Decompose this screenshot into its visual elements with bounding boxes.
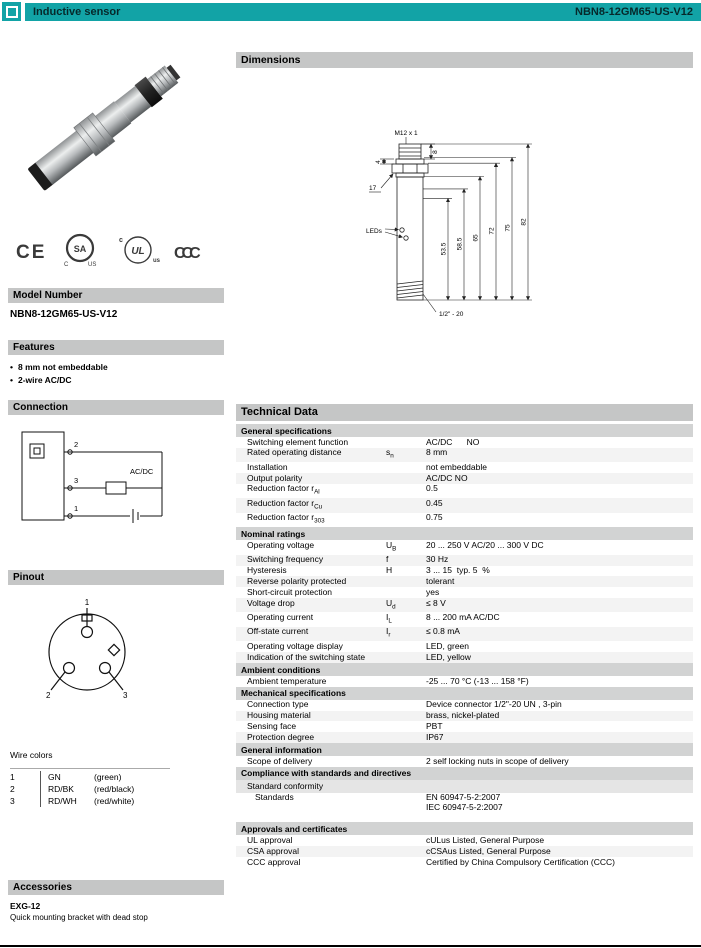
technical-data-table	[236, 424, 693, 868]
dim-thread-bottom: 1/2" - 20	[439, 311, 464, 318]
spec-row	[236, 711, 693, 722]
wire-color-name: (red/black)	[94, 784, 135, 794]
spec-value: LED, yellow	[426, 651, 471, 662]
header-band	[25, 3, 701, 21]
spec-label: Reduction factor $r_{303}$	[247, 512, 325, 526]
wire-code: RD/BK	[40, 783, 94, 795]
brand-logo-inner	[6, 6, 18, 18]
spec-label: Output polarity	[247, 472, 303, 483]
spec-value: 0.5	[426, 483, 438, 494]
spec-symbol: H	[386, 565, 393, 576]
ce-mark-icon: CE	[16, 242, 47, 263]
spec-section-heading: General specifications	[236, 424, 693, 437]
page-title: Inductive sensor	[33, 6, 121, 18]
spec-value: 0.45	[426, 497, 443, 508]
supply-label: AC/DC	[130, 467, 154, 476]
model-number-value: NBN8-12GM65-US-V12	[10, 309, 118, 320]
spec-row	[236, 576, 693, 587]
spec-label: Protection degree	[247, 731, 315, 742]
spec-spacer	[236, 813, 693, 822]
spec-value: LED, green	[426, 640, 469, 651]
spec-row	[236, 598, 693, 612]
svg-text:US: US	[88, 262, 97, 268]
spec-label: Sensing face	[247, 720, 297, 731]
spec-row	[236, 732, 693, 743]
spec-value: AC/DC NO	[426, 472, 468, 483]
spec-section-heading: Ambient conditions	[236, 663, 693, 676]
spec-section-heading: General information	[236, 743, 693, 756]
section-bar-features: Features	[8, 340, 224, 355]
spec-value: yes	[426, 586, 440, 597]
ul-mark-icon	[119, 237, 161, 264]
section-bar-accessories: Accessories	[8, 880, 224, 895]
wire-colors-table	[10, 768, 170, 807]
spec-row	[236, 484, 693, 498]
spec-row	[236, 641, 693, 652]
wire-color-row	[10, 783, 170, 795]
pinout-diagram	[15, 594, 185, 709]
led-indicator	[400, 228, 404, 232]
csa-mark-icon	[64, 235, 96, 268]
spec-value: 0.75	[426, 512, 443, 523]
terminal-label-1: 1	[74, 504, 79, 513]
spec-label: Standards	[255, 792, 294, 803]
spec-value: PBT	[426, 720, 443, 731]
spec-value: not embeddable	[426, 461, 487, 472]
ccc-mark-icon: CCC	[174, 245, 197, 262]
pin-label-3: 3	[123, 691, 128, 700]
spec-row	[236, 756, 693, 767]
dim-length-75: 75	[504, 224, 512, 232]
product-photo-illustration	[8, 30, 224, 228]
spec-label: Short-circuit protection	[247, 586, 333, 597]
spec-section-heading: Approvals and certificates	[236, 822, 693, 835]
spec-value: AC/DC NO	[426, 436, 480, 447]
leds-label: LEDs	[366, 228, 382, 235]
spec-value: Certified by China Compulsory Certification (CCC)	[426, 856, 615, 867]
spec-label: Installation	[247, 461, 288, 472]
section-bar-connection: Connection	[8, 400, 224, 415]
spec-label: Operating voltage	[247, 539, 315, 550]
wire-color-row	[10, 771, 170, 783]
spec-subsection-heading: Standard conformity	[236, 780, 693, 793]
spec-value: 2 self locking nuts in scope of delivery	[426, 755, 569, 766]
spec-label: Connection type	[247, 699, 309, 710]
spec-section-heading: Compliance with standards and directives	[236, 767, 693, 780]
spec-value: Device connector 1/2"-20 UN , 3-pin	[426, 699, 562, 710]
wire-colors-title: Wire colors	[10, 750, 53, 760]
spec-label: Operating voltage display	[247, 640, 343, 651]
connector-face	[49, 608, 125, 690]
spec-value: IP67	[426, 731, 444, 742]
section-bar-model-number: Model Number	[8, 288, 224, 303]
spec-symbol: $I_L$	[386, 611, 392, 625]
svg-text:SA: SA	[73, 244, 87, 254]
spec-value: ≤ 8 V	[426, 597, 446, 608]
spec-symbol: $U_d$	[386, 597, 396, 611]
spec-label: Reduction factor $r_{Cu}$	[247, 497, 323, 511]
wire-color-name: (red/white)	[94, 796, 135, 806]
spec-row	[236, 793, 693, 814]
sensor-body	[25, 57, 187, 194]
brand-logo-icon	[2, 2, 21, 21]
spec-value: 20 ... 250 V AC/20 ... 300 V DC	[426, 539, 544, 550]
spec-label: Indication of the switching state	[247, 651, 366, 662]
spec-row	[236, 448, 693, 462]
connection-wiring	[22, 432, 162, 523]
sensor-outline	[392, 144, 428, 300]
spec-label: Voltage drop	[247, 597, 295, 608]
spec-row	[236, 513, 693, 527]
spec-row	[236, 473, 693, 484]
spec-row	[236, 700, 693, 711]
accessory-description: Quick mounting bracket with dead stop	[10, 913, 148, 922]
dim-length-53-5: 53.5	[440, 242, 448, 256]
spec-label: Switching element function	[247, 436, 349, 447]
pin-label-2: 2	[46, 691, 51, 700]
wire-code: RD/WH	[40, 795, 94, 807]
led-indicator	[404, 236, 408, 240]
accessory-model: EXG-12	[10, 901, 41, 911]
spec-label: Switching frequency	[247, 554, 324, 565]
pin-label-1: 1	[84, 598, 90, 607]
spec-value: cULus Listed, General Purpose	[426, 834, 545, 845]
svg-text:UL: UL	[131, 246, 145, 257]
dim-length-72: 72	[488, 227, 496, 235]
spec-value: brass, nickel-plated	[426, 710, 500, 721]
spec-row	[236, 498, 693, 512]
wire-color-name: (green)	[94, 772, 122, 782]
spec-symbol: $s_n$	[386, 447, 394, 460]
product-photo	[8, 30, 224, 228]
spec-label: Reverse polarity protected	[247, 575, 347, 586]
feature-item: • 8 mm not embeddable	[10, 361, 108, 374]
wire-pin: 3	[10, 796, 15, 806]
spec-symbol: f	[386, 554, 389, 565]
spec-value: cCSAus Listed, General Purpose	[426, 845, 551, 856]
svg-text:us: us	[153, 258, 161, 264]
spec-row	[236, 462, 693, 473]
spec-label: Rated operating distance	[247, 447, 342, 458]
spec-label: Operating current	[247, 611, 314, 622]
spec-value: 30 Hz	[426, 554, 449, 565]
dim-length-65: 65	[472, 234, 480, 242]
spec-row	[236, 437, 693, 448]
wire-pin: 1	[10, 772, 15, 782]
spec-value: tolerant	[426, 575, 455, 586]
wire-pin: 2	[10, 784, 15, 794]
spec-row	[236, 555, 693, 566]
spec-value: -25 ... 70 °C (-13 ... 158 °F)	[426, 675, 529, 686]
spec-row	[236, 612, 693, 626]
wire-color-row	[10, 795, 170, 807]
features-list	[10, 361, 108, 387]
spec-label: CSA approval	[247, 845, 299, 856]
spec-section-heading: Nominal ratings	[236, 527, 693, 540]
spec-label: Off-state current	[247, 626, 309, 637]
spec-row	[236, 627, 693, 641]
spec-label: Ambient temperature	[247, 675, 327, 686]
spec-symbol: $I_r$	[386, 626, 391, 640]
spec-label: UL approval	[247, 834, 293, 845]
spec-label: Hysteresis	[247, 565, 287, 576]
spec-label: Scope of delivery	[247, 755, 313, 766]
spec-value: 8 mm	[426, 447, 448, 458]
certification-logos	[8, 230, 224, 268]
spec-value: 3 ... 15 typ. 5 %	[426, 565, 490, 576]
svg-text:C: C	[64, 262, 69, 268]
spec-label: Housing material	[247, 710, 311, 721]
dim-wrench-size: 17	[369, 185, 377, 192]
section-bar-technical-data: Technical Data	[236, 404, 693, 421]
dim-collar-height: 4	[375, 160, 382, 164]
terminal-label-3: 3	[74, 476, 79, 485]
spec-row	[236, 857, 693, 868]
svg-text:c: c	[119, 237, 123, 244]
spec-row	[236, 835, 693, 846]
spec-row	[236, 566, 693, 577]
dimension-drawing	[340, 126, 650, 338]
spec-row	[236, 587, 693, 598]
spec-row	[236, 721, 693, 732]
section-bar-pinout: Pinout	[8, 570, 224, 585]
header-model-number: NBN8-12GM65-US-V12	[575, 6, 693, 18]
feature-item: • 2-wire AC/DC	[10, 374, 108, 387]
spec-row	[236, 652, 693, 663]
spec-symbol: $U_B$	[386, 539, 397, 553]
wire-code: GN	[40, 771, 94, 783]
section-bar-dimensions: Dimensions	[236, 52, 693, 68]
spec-row	[236, 846, 693, 857]
dim-connector-length: 8	[432, 150, 439, 154]
spec-row	[236, 676, 693, 687]
connection-diagram	[12, 424, 212, 529]
spec-label: Reduction factor $r_{Al}$	[247, 483, 320, 497]
dim-thread-top: M12 x 1	[394, 130, 418, 137]
footer-rule	[0, 945, 701, 947]
dim-length-82: 82	[520, 218, 528, 226]
dim-length-58-5: 58.5	[456, 237, 464, 251]
spec-row	[236, 540, 693, 554]
terminal-label-2: 2	[74, 440, 79, 449]
spec-section-heading: Mechanical specifications	[236, 687, 693, 700]
spec-value: 8 ... 200 mA AC/DC	[426, 611, 500, 622]
spec-value: ≤ 0.8 mA	[426, 626, 460, 637]
spec-value: EN 60947-5-2:2007 IEC 60947-5-2:2007	[426, 792, 503, 813]
spec-label: CCC approval	[247, 856, 301, 867]
